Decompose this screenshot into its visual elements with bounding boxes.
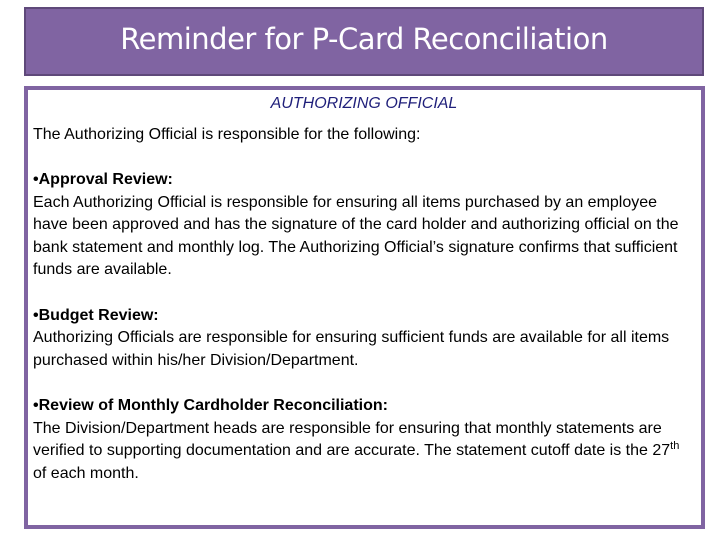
- budget-review-body: Authorizing Officials are responsible for ensuring sufficient funds are available for all items purchased within his/her Division/Department.: [33, 329, 670, 369]
- slide-title: Reminder for P-Card Reconciliation: [120, 22, 608, 56]
- body-text: The Division/Department heads are responsible for ensuring that monthly statements are verified to supporting documentation and are accurate. The statement cutoff date is the 27: [33, 419, 671, 459]
- intro-text: The Authorizing Official is responsible for the following:: [33, 126, 421, 143]
- title-bar: [24, 7, 704, 76]
- budget-review-title: Budget Review:: [38, 306, 159, 324]
- body-text-end: of each month.: [33, 464, 139, 482]
- ordinal-suffix: th: [670, 440, 680, 452]
- monthly-reconciliation-title: Review of Monthly Cardholder Reconciliation:: [38, 397, 388, 414]
- monthly-reconciliation-section: [33, 395, 695, 485]
- bullet: •: [33, 397, 39, 414]
- bullet: •: [33, 306, 39, 324]
- section-heading: AUTHORIZING OFFICIAL: [270, 95, 458, 112]
- content-box: [24, 86, 705, 529]
- budget-review-section: [33, 305, 695, 373]
- bullet: •: [33, 171, 39, 188]
- approval-review-section: [33, 169, 695, 282]
- monthly-reconciliation-body: [33, 418, 695, 486]
- approval-review-body: Each Authorizing Official is responsible for ensuring all items purchased by an employee have been approved and has the signature of the card holder and authorizing official on the bank statement and monthly log. The Authorizing Official’s signature confirms that sufficient funds are available.: [33, 193, 679, 278]
- approval-review-title: Approval Review:: [38, 171, 173, 188]
